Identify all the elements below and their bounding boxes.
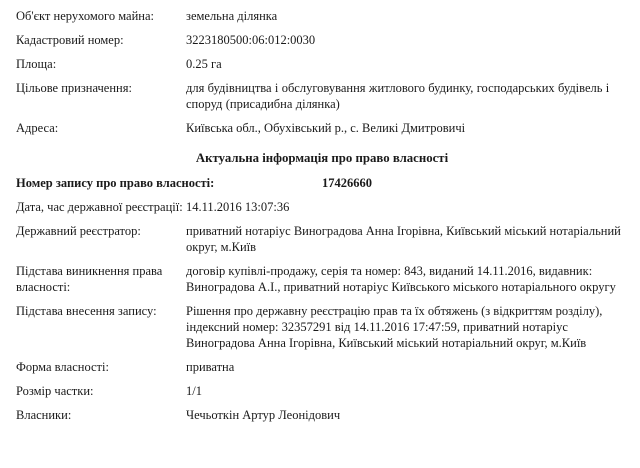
basis-of-record-value: Рішення про державну реєстрацію прав та їх обтяжень (з відкриттям розділу), індексний номер: 32357291 від 14.11.2016 17:47:59, приватний нотаріус Виноградова Анна Ігорівна, Київський міський нотаріальний округ, м.Київ	[186, 304, 603, 350]
owners-value: Чечьоткін Артур Леонідович	[186, 408, 341, 422]
table-row	[16, 301, 628, 357]
object-label: Об'єкт нерухомого майна:	[16, 9, 154, 23]
purpose-value: для будівництва і обслуговування житлового будинку, господарських будівель і споруд (присадибна ділянка)	[186, 81, 610, 111]
purpose-label: Цільове призначення:	[16, 81, 132, 95]
basis-of-right-value: договір купівлі-продажу, серія та номер: 843, виданий 14.11.2016, видавник: Виноградова А.І., приватний нотаріус Київського міського нотаріального округу	[186, 264, 616, 294]
share-size-value: 1/1	[186, 384, 202, 398]
area-value: 0.25 га	[186, 57, 222, 71]
table-row	[16, 54, 628, 78]
registration-date-label: Дата, час державної реєстрації:	[16, 200, 183, 214]
table-row	[16, 405, 628, 429]
record-number-label: Номер запису про право власності:	[16, 176, 215, 190]
table-row	[16, 6, 628, 30]
record-number-value: 17426660	[322, 176, 372, 190]
ownership-details-table	[16, 197, 628, 429]
table-row	[16, 30, 628, 54]
registrar-label: Державний реєстратор:	[16, 224, 141, 238]
owners-label: Власники:	[16, 408, 72, 422]
ownership-info-table	[16, 173, 628, 197]
object-value: земельна ділянка	[186, 9, 278, 23]
address-label: Адреса:	[16, 121, 59, 135]
table-row	[16, 197, 628, 221]
area-label: Площа:	[16, 57, 57, 71]
cadastral-number-label: Кадастровий номер:	[16, 33, 124, 47]
registration-date-value: 14.11.2016 13:07:36	[186, 200, 290, 214]
cadastral-number-value: 3223180500:06:012:0030	[186, 33, 316, 47]
address-value: Київська обл., Обухівський р., с. Великі Дмитровичі	[186, 121, 466, 135]
table-row	[16, 261, 628, 301]
registrar-value: приватний нотаріус Виноградова Анна Ігорівна, Київський міський нотаріальний округ, м.Київ	[186, 224, 621, 254]
table-row	[16, 381, 628, 405]
table-row	[16, 118, 628, 142]
basis-of-record-label: Підстава внесення запису:	[16, 304, 157, 318]
ownership-form-label: Форма власності:	[16, 360, 109, 374]
table-row	[16, 173, 628, 197]
ownership-form-value: приватна	[186, 360, 235, 374]
basis-of-right-label: Підстава виникнення права власності:	[16, 264, 163, 294]
share-size-label: Розмір частки:	[16, 384, 94, 398]
section-title: Актуальна інформація про право власності	[195, 151, 449, 165]
table-row	[16, 221, 628, 261]
property-info-table	[16, 6, 628, 142]
table-row	[16, 357, 628, 381]
table-row	[16, 78, 628, 118]
